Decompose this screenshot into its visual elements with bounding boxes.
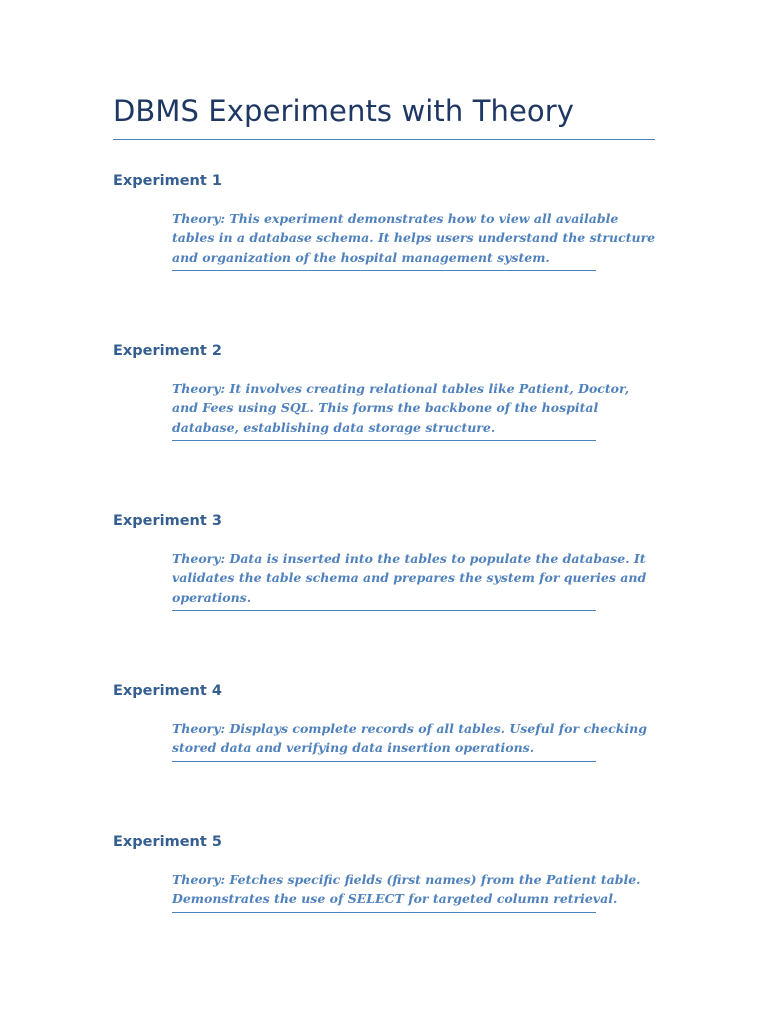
theory-line: and Fees using SQL. This forms the backbone of the hospital <box>172 400 599 416</box>
theory-line: Theory: This experiment demonstrates how to view all available <box>172 211 619 226</box>
experiment-2-heading: Experiment 2 <box>113 343 222 359</box>
theory-line: validates the table schema and prepares the system for queries and <box>172 570 647 586</box>
experiment-1-heading: Experiment 1 <box>113 173 222 189</box>
theory-line: tables in a database schema. It helps users understand the structure <box>172 230 656 246</box>
theory-line: Theory: Data is inserted into the tables to populate the database. It <box>172 551 646 566</box>
title-divider <box>113 139 655 140</box>
theory-line: Theory: Fetches specific fields (first names) from the Patient table. <box>172 872 641 887</box>
theory-line: and organization of the hospital management system. <box>172 249 550 265</box>
experiment-5-theory <box>172 870 641 913</box>
page-title: DBMS Experiments with Theory <box>113 94 575 128</box>
experiment-2-theory <box>172 379 630 441</box>
theory-line: Theory: It involves creating relational tables like Patient, Doctor, <box>172 381 630 396</box>
experiment-1-theory <box>172 209 656 271</box>
theory-line: database, establishing data storage structure. <box>172 419 496 435</box>
theory-line: Theory: Displays complete records of all tables. Useful for checking <box>172 721 647 736</box>
theory-line: operations. <box>172 589 252 605</box>
theory-line: stored data and verifying data insertion operations. <box>172 740 535 756</box>
theory-line: Demonstrates the use of SELECT for targeted column retrieval. <box>172 891 618 907</box>
experiment-5-heading: Experiment 5 <box>113 834 222 850</box>
experiment-4-heading: Experiment 4 <box>113 683 222 699</box>
experiment-3-heading: Experiment 3 <box>113 513 222 529</box>
experiment-4-theory <box>172 719 647 762</box>
experiment-3-theory <box>172 549 647 611</box>
